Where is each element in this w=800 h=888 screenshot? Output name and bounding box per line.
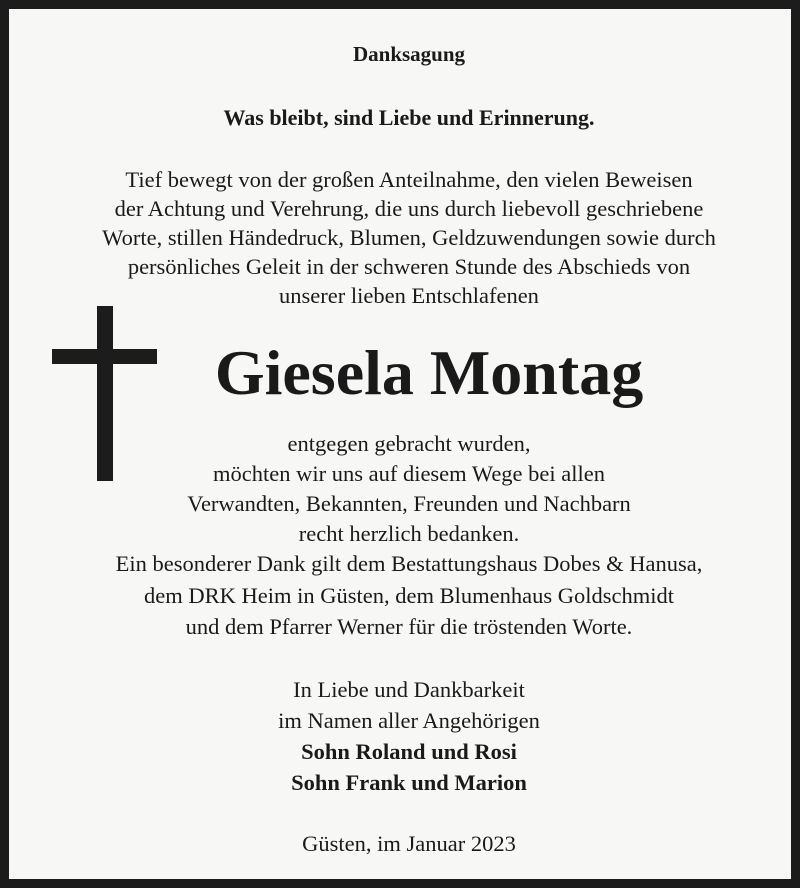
signatory: Sohn Roland und Rosi xyxy=(301,739,517,764)
thanks-line: möchten wir uns auf diesem Wege bei allen xyxy=(212,461,606,486)
thanks-line: dem DRK Heim in Güsten, dem Blumenhaus Goldschmidt xyxy=(144,583,674,608)
signatory: Sohn Frank und Marion xyxy=(291,770,527,795)
thanks-line: Verwandten, Bekannten, Freunden und Nachbarn xyxy=(187,491,631,516)
thanks-line: Ein besonderer Dank gilt dem Bestattungshaus Dobes & Hanusa, xyxy=(115,551,703,576)
thanks-line: entgegen gebracht wurden, xyxy=(287,431,531,456)
intro-line: Tief bewegt von der großen Anteilnahme, den vielen Beweisen xyxy=(125,167,693,192)
intro-line: unserer lieben Entschlafenen xyxy=(279,283,539,308)
closing-line: In Liebe und Dankbarkeit xyxy=(293,677,525,702)
notice-motto: Was bleibt, sind Liebe und Erinnerung. xyxy=(223,105,595,130)
notice-heading: Danksagung xyxy=(352,42,466,66)
intro-line: Worte, stillen Händedruck, Blumen, Geldzuwendungen sowie durch xyxy=(102,225,716,250)
thanks-line: und dem Pfarrer Werner für die tröstenden Worte. xyxy=(185,614,633,639)
intro-line: der Achtung und Verehrung, die uns durch liebevoll geschriebene xyxy=(114,196,704,221)
place-date: Güsten, im Januar 2023 xyxy=(302,831,516,856)
thanks-line: recht herzlich bedanken. xyxy=(298,521,520,546)
closing-line: im Namen aller Angehörigen xyxy=(278,708,540,733)
intro-line: persönliches Geleit in der schweren Stunde des Abschieds von xyxy=(127,254,691,279)
deceased-name: Giesela Montag xyxy=(214,337,644,408)
